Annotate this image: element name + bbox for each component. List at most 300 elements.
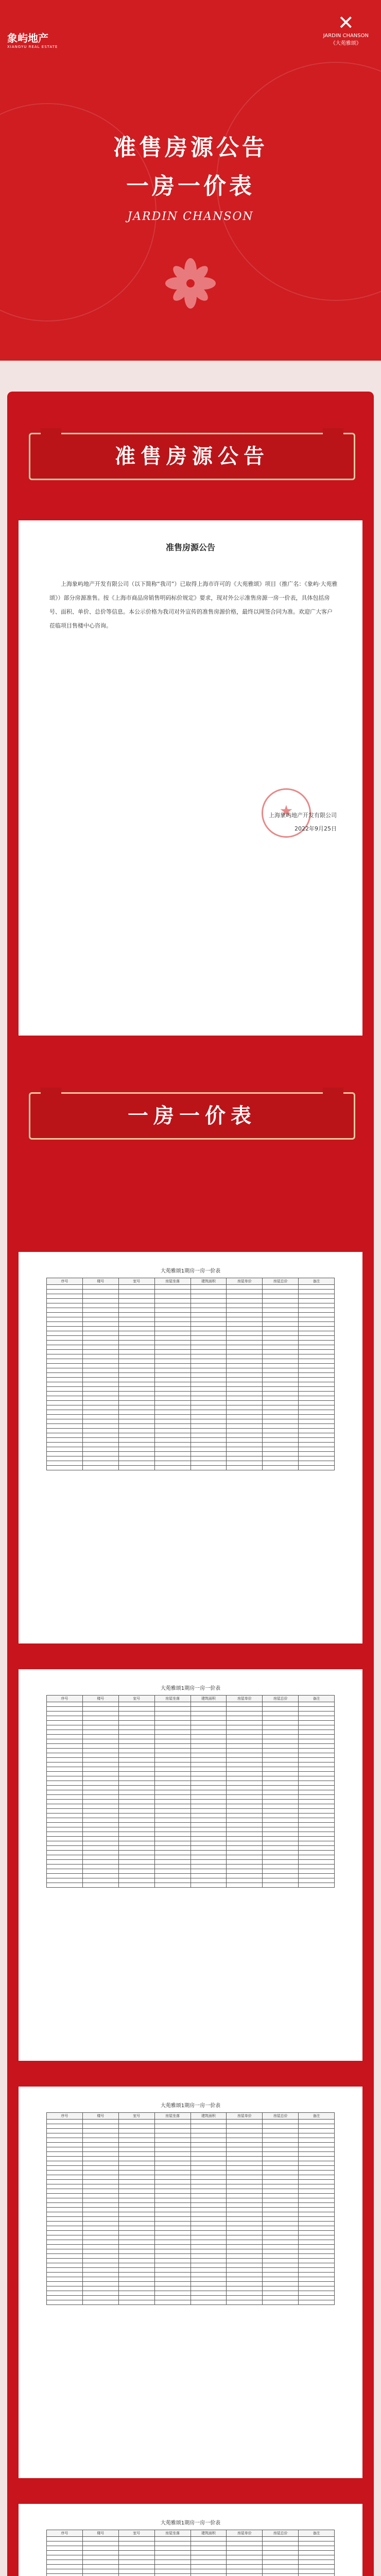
table-row xyxy=(47,1832,335,1837)
table-cell xyxy=(47,2133,83,2138)
table-cell xyxy=(227,1823,263,1827)
table-cell xyxy=(47,1443,83,1447)
table-cell xyxy=(118,1424,154,1429)
table-cell xyxy=(227,1827,263,1832)
table-cell xyxy=(47,1359,83,1364)
table-cell xyxy=(82,1735,118,1739)
table-cell xyxy=(190,2254,227,2259)
table-cell xyxy=(154,2555,190,2560)
table-cell xyxy=(154,1837,190,1841)
table-row xyxy=(47,2226,335,2231)
table-cell xyxy=(154,2231,190,2235)
table-cell xyxy=(299,1303,335,1308)
table-cell xyxy=(47,1415,83,1419)
table-cell xyxy=(154,1781,190,1786)
table-cell xyxy=(47,1711,83,1716)
table-cell xyxy=(118,2226,154,2231)
table-cell xyxy=(299,1438,335,1443)
table-row xyxy=(47,1841,335,1846)
table-cell xyxy=(47,1772,83,1776)
table-cell xyxy=(299,2273,335,2277)
table-cell xyxy=(263,2175,299,2180)
table-row xyxy=(47,2569,335,2574)
table-cell xyxy=(47,2551,83,2555)
table-cell xyxy=(263,1855,299,1860)
table-cell xyxy=(82,1392,118,1396)
table-cell xyxy=(263,2129,299,2133)
table-cell xyxy=(154,1303,190,1308)
table-cell xyxy=(227,2268,263,2273)
table-cell xyxy=(190,1447,227,1452)
table-cell xyxy=(299,1290,335,1294)
table-cell xyxy=(227,1814,263,1818)
table-cell xyxy=(190,1401,227,1405)
table-cell xyxy=(118,2249,154,2254)
table-cell xyxy=(47,1294,83,1299)
table-cell xyxy=(299,1851,335,1855)
table-cell xyxy=(190,2217,227,2222)
table-cell xyxy=(227,1855,263,1860)
table-cell xyxy=(118,1285,154,1290)
table-cell xyxy=(118,1299,154,1303)
table-cell xyxy=(82,1336,118,1341)
table-cell xyxy=(263,1424,299,1429)
table-cell xyxy=(263,1739,299,1744)
table-cell xyxy=(82,1350,118,1354)
table-cell xyxy=(227,1313,263,1317)
table-row xyxy=(47,1749,335,1753)
table-cell xyxy=(299,2300,335,2305)
table-cell xyxy=(190,1382,227,1387)
table-cell xyxy=(227,1303,263,1308)
table-cell xyxy=(82,1865,118,1869)
table-cell xyxy=(227,2143,263,2147)
table-cell xyxy=(82,2208,118,2212)
developer-logo: 象屿地产 XIANGYU REAL ESTATE xyxy=(7,32,58,49)
table-cell xyxy=(263,2226,299,2231)
table-cell xyxy=(227,1308,263,1313)
table-cell xyxy=(118,1382,154,1387)
table-cell xyxy=(154,2565,190,2569)
table-cell xyxy=(47,1846,83,1851)
table-cell xyxy=(47,2569,83,2574)
table-cell xyxy=(82,1809,118,1814)
table-cell xyxy=(47,2574,83,2576)
table-cell xyxy=(118,1725,154,1730)
table-cell xyxy=(82,1800,118,1804)
table-cell xyxy=(190,2198,227,2203)
table-cell xyxy=(154,1846,190,1851)
table-cell xyxy=(263,2124,299,2129)
table-cell xyxy=(82,1851,118,1855)
table-cell xyxy=(263,1869,299,1874)
table-cell xyxy=(299,2124,335,2129)
table-cell xyxy=(154,1758,190,1762)
table-cell xyxy=(227,1786,263,1790)
table-cell xyxy=(118,1438,154,1443)
table-cell xyxy=(227,2282,263,2286)
table-cell xyxy=(190,2157,227,2161)
table-row xyxy=(47,1753,335,1758)
table-cell xyxy=(47,1749,83,1753)
table-cell xyxy=(227,2565,263,2569)
table-row xyxy=(47,1443,335,1447)
table-cell xyxy=(299,2203,335,2208)
table-cell xyxy=(227,2147,263,2152)
table-cell xyxy=(263,1405,299,1410)
table-cell xyxy=(154,2138,190,2143)
table-cell xyxy=(263,1786,299,1790)
table-cell xyxy=(118,2143,154,2147)
table-row xyxy=(47,1804,335,1809)
table-cell xyxy=(154,1447,190,1452)
table-cell xyxy=(227,2263,263,2268)
table-cell xyxy=(47,2263,83,2268)
table-cell xyxy=(227,1846,263,1851)
table-cell xyxy=(118,1405,154,1410)
table-cell xyxy=(190,1313,227,1317)
table-cell xyxy=(82,1368,118,1373)
table-cell xyxy=(82,1327,118,1331)
table-cell xyxy=(190,1405,227,1410)
table-row xyxy=(47,1860,335,1865)
table-cell xyxy=(227,1415,263,1419)
column-header: 室号 xyxy=(118,2113,154,2120)
table-cell xyxy=(227,1443,263,1447)
table-cell xyxy=(47,2180,83,2184)
table-row xyxy=(47,1809,335,1814)
table-cell xyxy=(299,1452,335,1456)
column-header: 房屋坐落 xyxy=(154,2530,190,2537)
table-cell xyxy=(227,2240,263,2245)
table-row xyxy=(47,1368,335,1373)
table-cell xyxy=(82,1860,118,1865)
table-cell xyxy=(118,2286,154,2291)
table-cell xyxy=(263,1814,299,1818)
table-cell xyxy=(47,1341,83,1345)
table-cell xyxy=(227,1392,263,1396)
table-cell xyxy=(227,2138,263,2143)
table-cell xyxy=(154,1869,190,1874)
table-cell xyxy=(227,1336,263,1341)
table-cell xyxy=(190,2555,227,2560)
table-cell xyxy=(190,2235,227,2240)
table-cell xyxy=(47,2212,83,2217)
table-cell xyxy=(47,1429,83,1433)
table-cell xyxy=(227,1433,263,1438)
table-cell xyxy=(154,1285,190,1290)
table-cell xyxy=(118,2120,154,2124)
table-cell xyxy=(47,1461,83,1466)
table-cell xyxy=(47,2208,83,2212)
table-cell xyxy=(47,2254,83,2259)
table-cell xyxy=(263,1294,299,1299)
table-cell xyxy=(82,1721,118,1725)
table-cell xyxy=(82,1702,118,1707)
table-cell xyxy=(190,2277,227,2282)
table-cell xyxy=(190,1373,227,1378)
headline-line2: 一房一价表 xyxy=(126,173,255,199)
table-cell xyxy=(227,1290,263,1294)
table-cell xyxy=(118,2217,154,2222)
table-cell xyxy=(263,2263,299,2268)
table-cell xyxy=(299,2541,335,2546)
table-row xyxy=(47,1405,335,1410)
table-cell xyxy=(299,1725,335,1730)
table-cell xyxy=(299,1419,335,1424)
table-cell xyxy=(154,2546,190,2551)
price-table-title: 大苑雅颂1期房一房一价表 xyxy=(160,2103,221,2109)
table-cell xyxy=(154,1725,190,1730)
column-header: 房屋单价 xyxy=(227,1696,263,1702)
table-cell xyxy=(299,1396,335,1401)
table-row xyxy=(47,2254,335,2259)
table-cell xyxy=(47,1452,83,1456)
table-cell xyxy=(299,1860,335,1865)
table-cell xyxy=(82,1299,118,1303)
table-cell xyxy=(263,1716,299,1721)
flower-emblem-icon xyxy=(165,258,216,309)
table-cell xyxy=(227,1865,263,1869)
table-cell xyxy=(299,2546,335,2551)
table-cell xyxy=(154,1331,190,1336)
table-cell xyxy=(299,2254,335,2259)
table-cell xyxy=(263,1354,299,1359)
table-cell xyxy=(154,1860,190,1865)
table-cell xyxy=(227,2291,263,2296)
table-cell xyxy=(299,1776,335,1781)
table-cell xyxy=(47,2537,83,2541)
table-cell xyxy=(190,2124,227,2129)
table-cell xyxy=(47,1851,83,1855)
table-cell xyxy=(82,2175,118,2180)
table-cell xyxy=(190,1711,227,1716)
column-header: 建筑面积 xyxy=(190,2113,227,2120)
table-cell xyxy=(82,1837,118,1841)
table-cell xyxy=(154,2268,190,2273)
table-row xyxy=(47,1702,335,1707)
table-cell xyxy=(190,1730,227,1735)
table-cell xyxy=(118,2157,154,2161)
table-cell xyxy=(227,2546,263,2551)
table-cell xyxy=(154,1716,190,1721)
table-cell xyxy=(299,2286,335,2291)
table-cell xyxy=(299,1392,335,1396)
table-cell xyxy=(190,1336,227,1341)
table-cell xyxy=(82,1438,118,1443)
table-row xyxy=(47,2138,335,2143)
table-cell xyxy=(154,2551,190,2555)
table-cell xyxy=(47,1331,83,1336)
table-row xyxy=(47,1350,335,1354)
table-cell xyxy=(154,1387,190,1392)
table-cell xyxy=(47,1753,83,1758)
table-cell xyxy=(82,2560,118,2565)
table-cell xyxy=(154,2300,190,2305)
table-cell xyxy=(82,1303,118,1308)
column-header: 房屋坐落 xyxy=(154,1278,190,1285)
table-cell xyxy=(263,1776,299,1781)
table-cell xyxy=(82,1341,118,1345)
table-cell xyxy=(263,1364,299,1368)
table-cell xyxy=(82,1456,118,1461)
table-cell xyxy=(82,2129,118,2133)
table-cell xyxy=(154,2203,190,2208)
table-row xyxy=(47,2194,335,2198)
table-cell xyxy=(154,1772,190,1776)
table-row xyxy=(47,2560,335,2565)
table-cell xyxy=(47,1317,83,1322)
table-cell xyxy=(154,2184,190,2189)
table-cell xyxy=(154,1883,190,1888)
table-cell xyxy=(190,1359,227,1364)
table-cell xyxy=(263,2189,299,2194)
table-cell xyxy=(227,1373,263,1378)
table-cell xyxy=(299,2184,335,2189)
table-cell xyxy=(82,1345,118,1350)
table-cell xyxy=(82,1466,118,1470)
table-cell xyxy=(82,1424,118,1429)
table-cell xyxy=(118,2203,154,2208)
table-row xyxy=(47,1382,335,1387)
table-cell xyxy=(47,2222,83,2226)
table-cell xyxy=(299,2296,335,2300)
table-cell xyxy=(47,2560,83,2565)
table-row xyxy=(47,1865,335,1869)
table-row xyxy=(47,2184,335,2189)
table-cell xyxy=(118,1804,154,1809)
table-cell xyxy=(263,2560,299,2565)
table-cell xyxy=(299,2189,335,2194)
table-cell xyxy=(263,1303,299,1308)
table-cell xyxy=(227,1860,263,1865)
table-cell xyxy=(190,1290,227,1294)
table-cell xyxy=(227,1878,263,1883)
table-cell xyxy=(118,2208,154,2212)
table-cell xyxy=(82,1707,118,1711)
table-cell xyxy=(82,1753,118,1758)
table-cell xyxy=(227,2245,263,2249)
table-cell xyxy=(227,1364,263,1368)
table-cell xyxy=(299,1711,335,1716)
table-cell xyxy=(47,1869,83,1874)
table-cell xyxy=(118,2129,154,2133)
table-cell xyxy=(190,1303,227,1308)
table-row xyxy=(47,2268,335,2273)
table-cell xyxy=(47,2240,83,2245)
table-cell xyxy=(82,1317,118,1322)
table-cell xyxy=(82,2217,118,2222)
table-cell xyxy=(154,2180,190,2184)
table-cell xyxy=(47,1378,83,1382)
table-cell xyxy=(299,1781,335,1786)
table-cell xyxy=(154,1452,190,1456)
table-cell xyxy=(263,1832,299,1837)
table-cell xyxy=(190,1776,227,1781)
table-row xyxy=(47,1341,335,1345)
table-cell xyxy=(263,1401,299,1405)
table-cell xyxy=(47,1299,83,1303)
table-cell xyxy=(82,2565,118,2569)
table-cell xyxy=(154,2143,190,2147)
table-cell xyxy=(263,1345,299,1350)
table-cell xyxy=(118,2152,154,2157)
table-cell xyxy=(154,1350,190,1354)
table-cell xyxy=(118,1739,154,1744)
table-cell xyxy=(118,1303,154,1308)
table-row xyxy=(47,1317,335,1322)
table-cell xyxy=(227,2226,263,2231)
table-cell xyxy=(154,1767,190,1772)
table-cell xyxy=(118,1401,154,1405)
table-cell xyxy=(118,1443,154,1447)
table-row xyxy=(47,1331,335,1336)
table-row xyxy=(47,1387,335,1392)
table-cell xyxy=(263,2138,299,2143)
table-cell xyxy=(190,2231,227,2235)
table-cell xyxy=(190,1846,227,1851)
table-cell xyxy=(154,1800,190,1804)
table-cell xyxy=(47,1308,83,1313)
table-cell xyxy=(190,1762,227,1767)
column-header: 备注 xyxy=(299,2530,335,2537)
table-cell xyxy=(118,1786,154,1790)
table-cell xyxy=(154,1874,190,1878)
price-table-page xyxy=(19,1252,362,1643)
table-row xyxy=(47,1781,335,1786)
table-cell xyxy=(118,2161,154,2166)
table-cell xyxy=(154,2263,190,2268)
table-cell xyxy=(118,2273,154,2277)
column-header: 楼号 xyxy=(82,2113,118,2120)
table-cell xyxy=(190,2249,227,2254)
table-cell xyxy=(263,1851,299,1855)
table-cell xyxy=(82,1387,118,1392)
table-cell xyxy=(190,2263,227,2268)
table-cell xyxy=(299,1846,335,1851)
table-cell xyxy=(190,2147,227,2152)
table-cell xyxy=(82,2133,118,2138)
table-row xyxy=(47,2198,335,2203)
table-cell xyxy=(154,2212,190,2217)
table-cell xyxy=(154,1865,190,1869)
table-cell xyxy=(154,1749,190,1753)
column-header: 序号 xyxy=(47,2530,83,2537)
table-cell xyxy=(263,1860,299,1865)
table-cell xyxy=(299,1424,335,1429)
table-cell xyxy=(227,2184,263,2189)
table-cell xyxy=(118,1466,154,1470)
table-cell xyxy=(263,1818,299,1823)
table-cell xyxy=(47,2282,83,2286)
table-cell xyxy=(299,1855,335,1860)
table-cell xyxy=(227,1401,263,1405)
table-cell xyxy=(299,1350,335,1354)
table-cell xyxy=(47,2143,83,2147)
table-cell xyxy=(118,1809,154,1814)
table-cell xyxy=(47,1405,83,1410)
table-row xyxy=(47,2208,335,2212)
table-cell xyxy=(47,1382,83,1387)
table-cell xyxy=(190,1855,227,1860)
table-cell xyxy=(47,2124,83,2129)
table-cell xyxy=(227,1725,263,1730)
table-cell xyxy=(47,1827,83,1832)
table-cell xyxy=(47,1419,83,1424)
table-cell xyxy=(82,1758,118,1762)
table-cell xyxy=(154,2240,190,2245)
table-cell xyxy=(154,1382,190,1387)
